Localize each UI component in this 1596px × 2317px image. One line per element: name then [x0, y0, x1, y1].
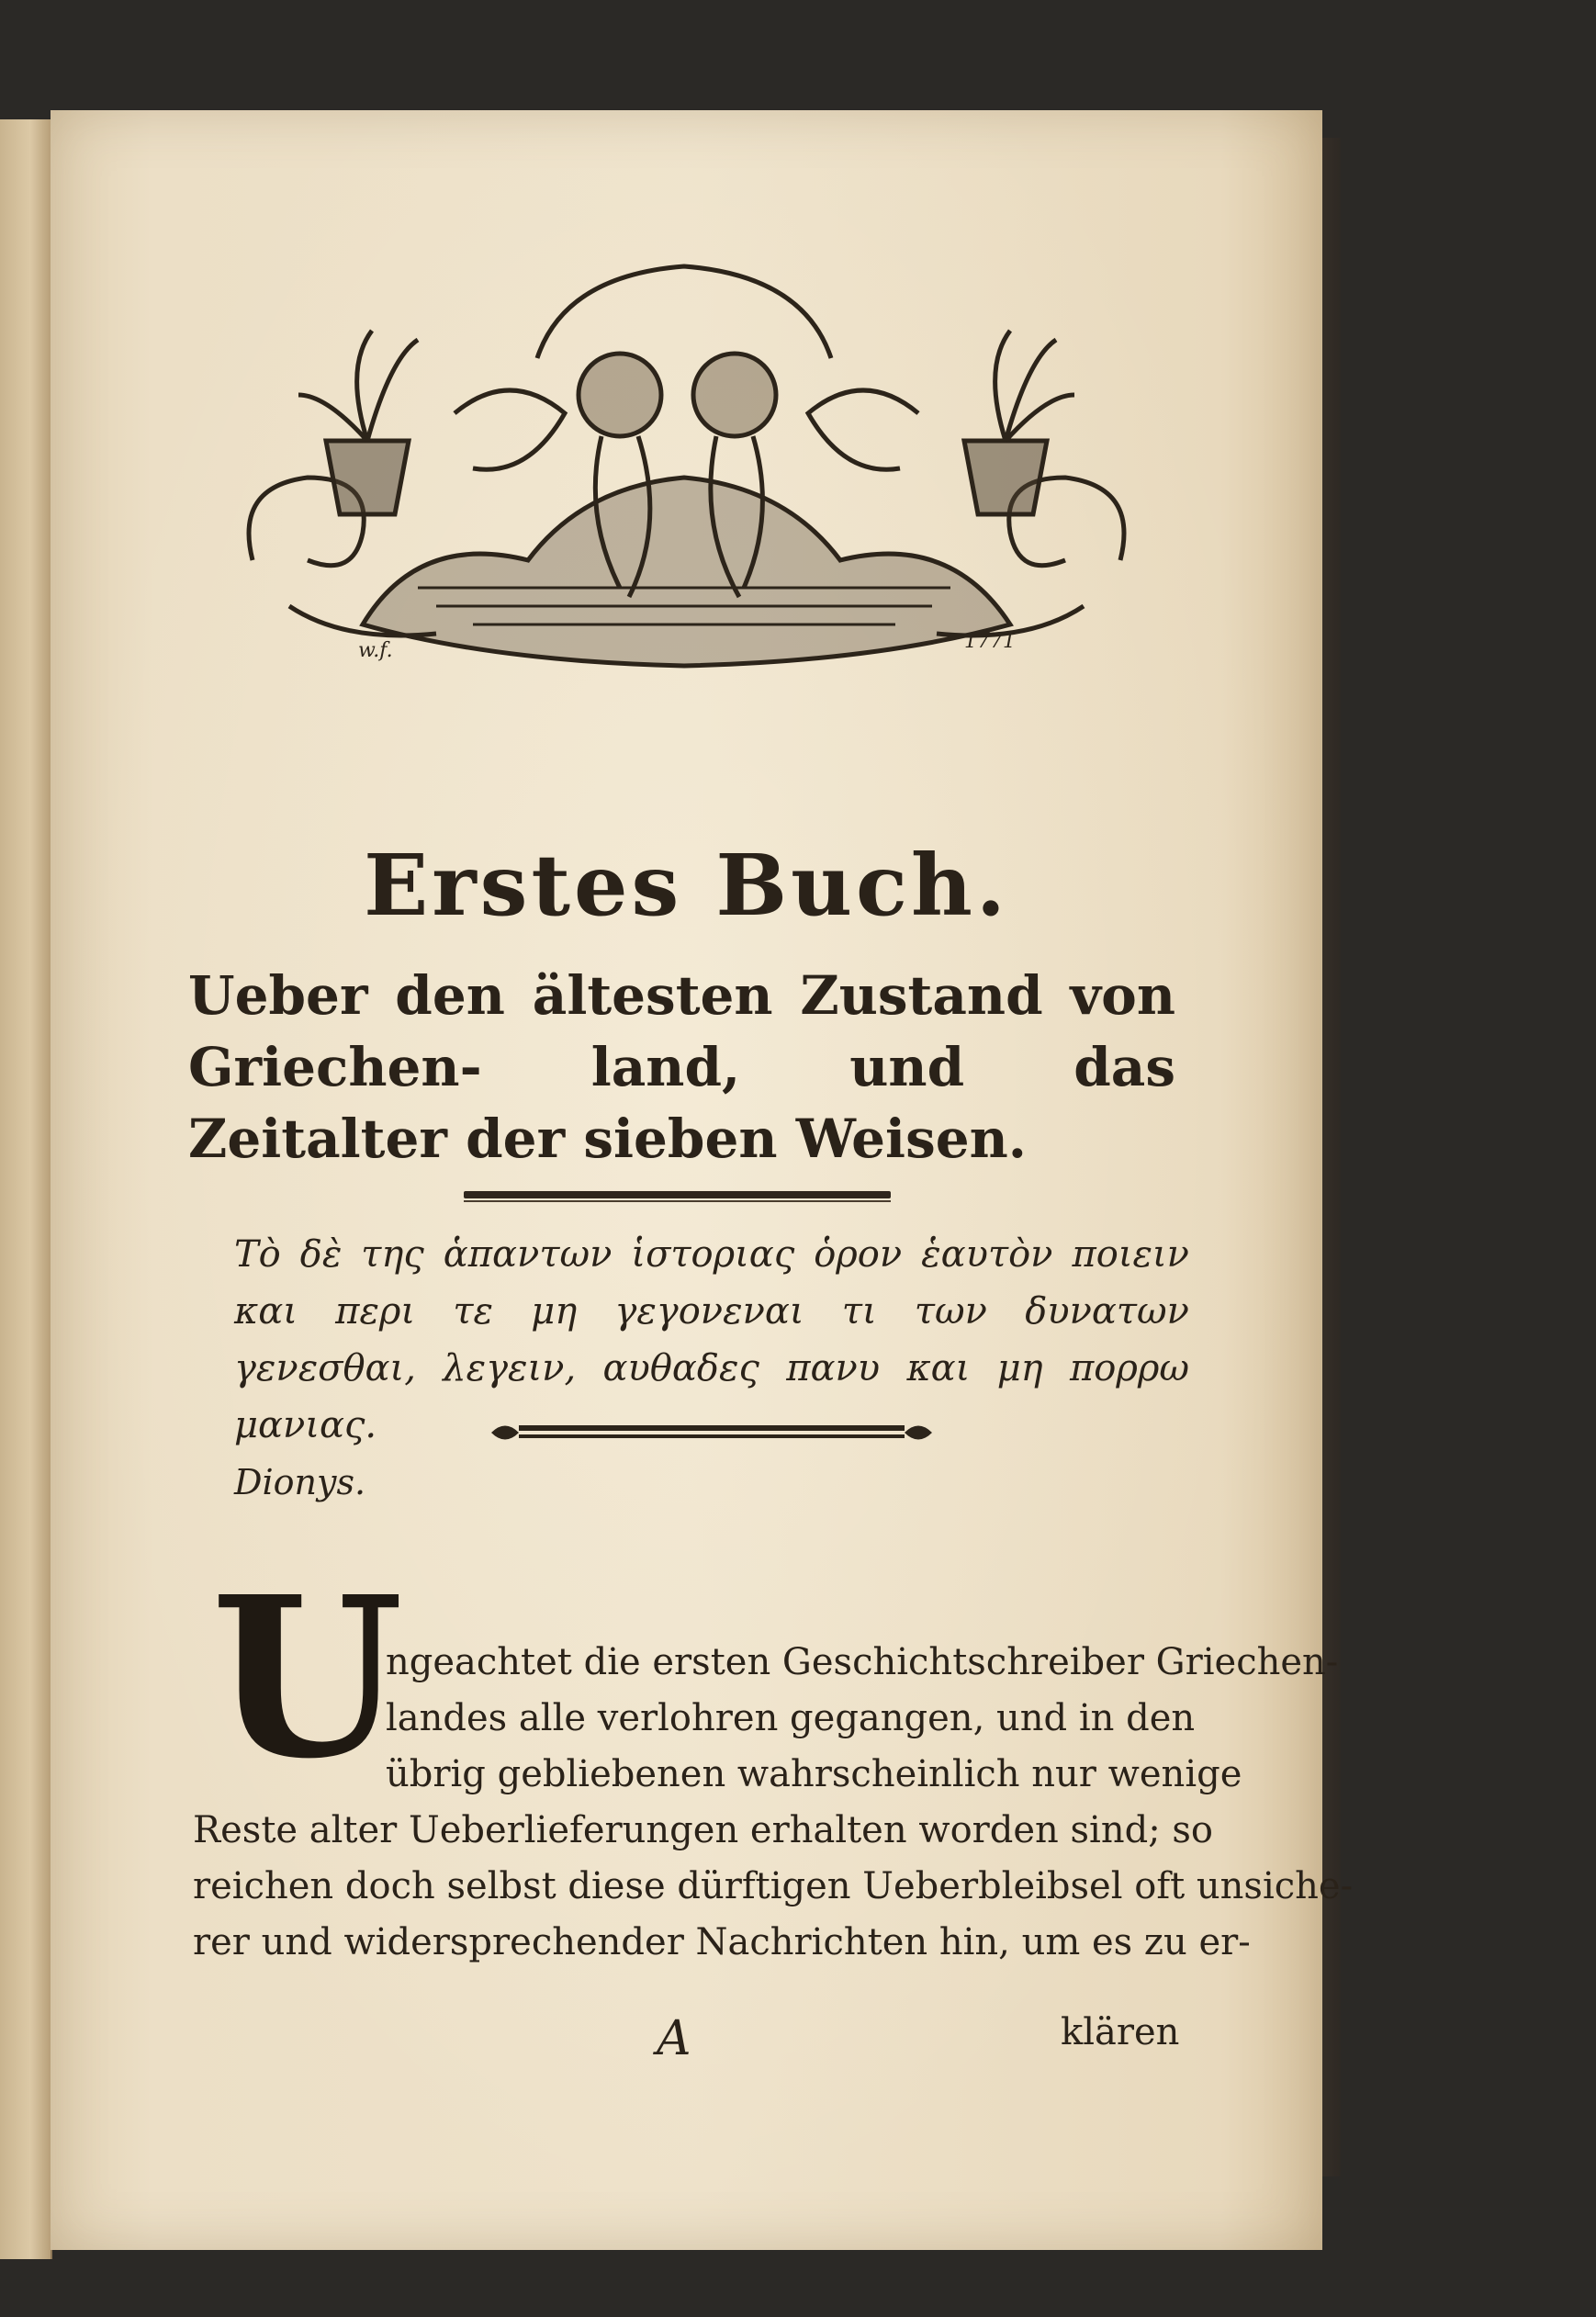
signature-mark: A [657, 2011, 691, 2066]
book-page [51, 110, 1354, 2250]
body-line: reichen doch selbst diese dürftigen Ueberbleibsel oft unsiche- [193, 1865, 1354, 1907]
title-rule [464, 1191, 891, 1198]
chapter-title: Erstes Buch. [364, 836, 1009, 935]
body-line: landes alle verlohren gegangen, und in den [386, 1697, 1196, 1739]
ornament-left-mark: w.f. [358, 639, 393, 662]
body-line: Reste alter Ueberlieferungen erhalten worden sind; so [193, 1809, 1214, 1851]
drop-capital: U [211, 1548, 404, 1807]
body-text [193, 1635, 1354, 1971]
epigraph [234, 1226, 1189, 1511]
previous-page-edge [0, 119, 52, 2259]
epigraph-text: Τὸ δὲ της ἁπαντων ἱστοριας ὁρον ἑαυτὸν ποιειν και περι τε μη γεγονεναι τι των δυνατων γενεσθαι, λεγειν, αυθαδες πανυ και μη πορρω μανιας. [234, 1233, 1189, 1446]
catchword: klären [1061, 2011, 1180, 2053]
epigraph-author: Dionys. [234, 1462, 366, 1502]
vignette-ornament [234, 257, 1139, 675]
body-line: ngeachtet die ersten Geschichtschreiber Griechen- [386, 1641, 1339, 1683]
ornament-date-mark: 1771 [964, 630, 1016, 653]
body-line: rer und widersprechender Nachrichten hin, um es zu er- [193, 1921, 1251, 1963]
body-line: übrig gebliebenen wahrscheinlich nur wenige [386, 1753, 1242, 1795]
chapter-subtitle: Ueber den ältesten Zustand von Griechen- land, und das Zeitalter der sieben Weisen. [188, 964, 1175, 1170]
decorative-rule [482, 1414, 941, 1451]
